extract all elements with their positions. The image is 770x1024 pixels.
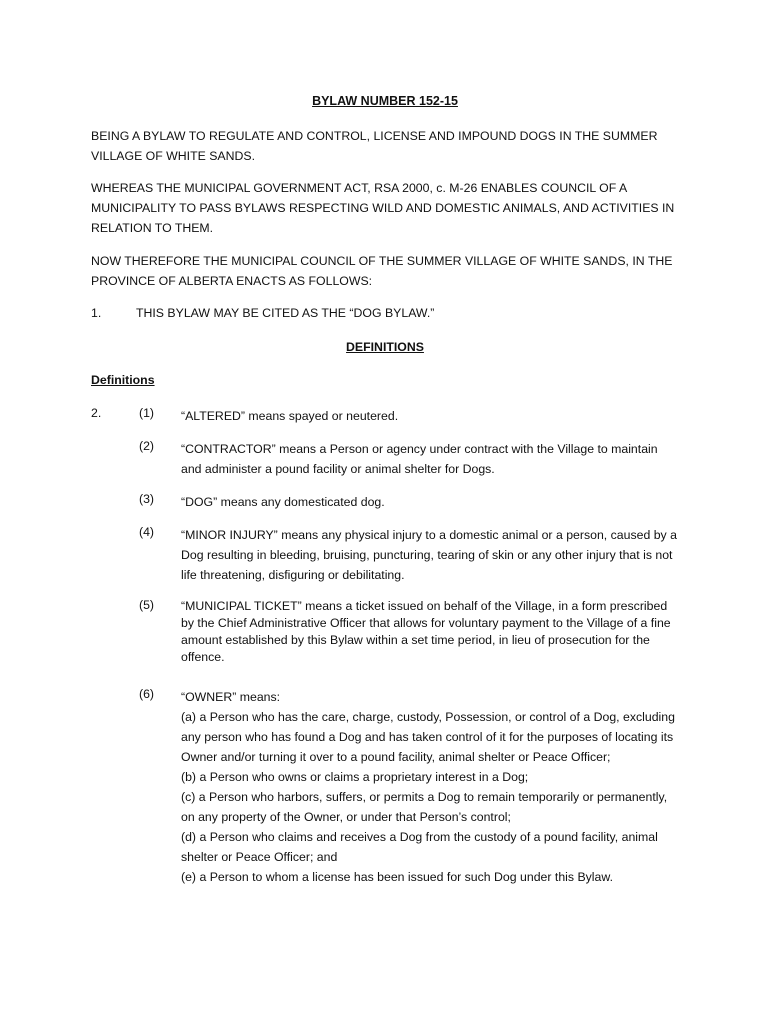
definition-number: (3) xyxy=(139,492,155,506)
owner-sub-item: (d) a Person who claims and receives a Dog from the custody of a pound facility, animal shelter or Peace Officer; and xyxy=(181,830,658,864)
definition-number: (6) xyxy=(139,687,155,701)
definition-text: “MINOR INJURY” means any physical injury to a domestic animal or a person, caused by a Dog resulting in bleeding, bruising, puncturing, tearing of skin or any other injury that is not life threatening, disfiguring or debilitating. xyxy=(181,528,677,582)
section-1-text: THIS BYLAW MAY BE CITED AS THE “DOG BYLAW.” xyxy=(136,306,435,320)
owner-sub-item: (b) a Person who owns or claims a proprietary interest in a Dog; xyxy=(181,770,529,784)
definition-text: “ALTERED” means spayed or neutered. xyxy=(181,409,399,423)
owner-definition-lead: “OWNER” means: xyxy=(181,690,281,704)
owner-definition-body xyxy=(181,687,681,887)
definition-number: (4) xyxy=(139,525,155,539)
bylaw-title: BYLAW NUMBER 152-15 xyxy=(312,94,458,108)
section-1-number: 1. xyxy=(91,306,102,320)
definition-number: (5) xyxy=(139,598,155,612)
definition-text: “CONTRACTOR” means a Person or agency under contract with the Village to maintain and administer a pound facility or animal shelter for Dogs. xyxy=(181,442,658,476)
intro-paragraph-now-therefore: NOW THEREFORE THE MUNICIPAL COUNCIL OF THE SUMMER VILLAGE OF WHITE SANDS, IN THE PROVINCE OF ALBERTA ENACTS AS FOLLOWS: xyxy=(91,254,673,288)
intro-paragraph-being: BEING A BYLAW TO REGULATE AND CONTROL, LICENSE AND IMPOUND DOGS IN THE SUMMER VILLAGE OF WHITE SANDS. xyxy=(91,129,658,163)
definition-number: (2) xyxy=(139,439,155,453)
owner-sub-item: (e) a Person to whom a license has been issued for such Dog under this Bylaw. xyxy=(181,870,613,884)
definitions-heading: DEFINITIONS xyxy=(346,340,424,354)
definition-text: “DOG” means any domesticated dog. xyxy=(181,495,385,509)
owner-sub-item: (c) a Person who harbors, suffers, or permits a Dog to remain temporarily or permanently, on any property of the Owner, or under that Person’s control; xyxy=(181,790,668,824)
section-1 xyxy=(91,306,691,326)
definition-text: “MUNICIPAL TICKET” means a ticket issued on behalf of the Village, in a form prescribed by the Chief Administrative Officer that allows for voluntary payment to the Village of a fine amount established by this Bylaw within a set time period, in lieu of prosecution for the offence. xyxy=(181,599,671,664)
definitions-subheading: Definitions xyxy=(91,373,155,387)
intro-paragraph-whereas: WHEREAS THE MUNICIPAL GOVERNMENT ACT, RSA 2000, c. M-26 ENABLES COUNCIL OF A MUNICIPALITY TO PASS BYLAWS RESPECTING WILD AND DOMESTIC ANIMALS, AND ACTIVITIES IN RELATION TO THEM. xyxy=(91,181,675,235)
owner-sub-item: (a) a Person who has the care, charge, custody, Possession, or control of a Dog, excluding any person who has found a Dog and has taken control of it for the purposes of locating its Owner and/or turning it over to a pound facility, animal shelter or Peace Officer; xyxy=(181,710,675,764)
section-2-number: 2. xyxy=(91,406,102,420)
definition-number: (1) xyxy=(139,406,155,420)
